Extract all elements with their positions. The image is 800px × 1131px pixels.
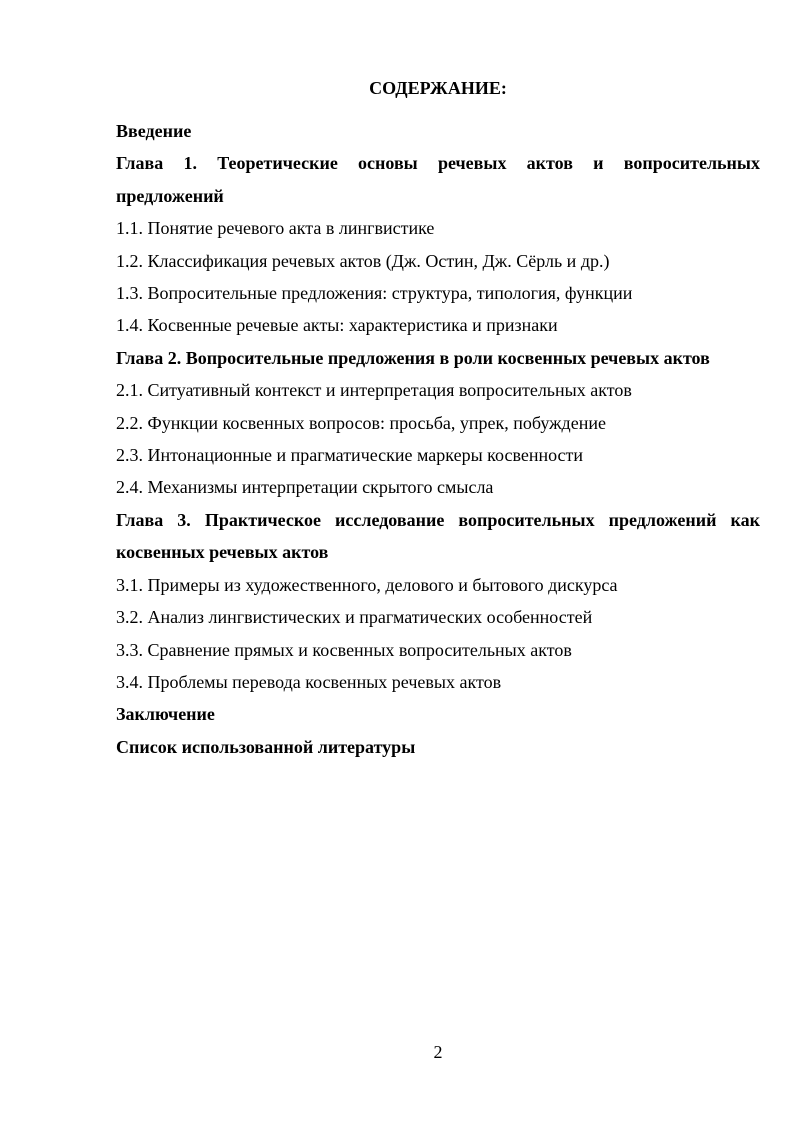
toc-title-container: [116, 76, 760, 100]
table-of-contents: [116, 115, 760, 763]
toc-entry-conclusion: Заключение: [116, 704, 215, 725]
toc-entry-chapter-1: Глава 1. Теоретические основы речевых актов и вопросительных предложений: [116, 153, 760, 206]
toc-entry-section-1-3: 1.3. Вопросительные предложения: структура, типология, функции: [116, 283, 633, 304]
toc-entry-section-1-1: 1.1. Понятие речевого акта в лингвистике: [116, 218, 435, 239]
toc-entry-chapter-2: Глава 2. Вопросительные предложения в роли косвенных речевых актов: [116, 347, 710, 368]
toc-entry-section-2-2: 2.2. Функции косвенных вопросов: просьба, упрек, побуждение: [116, 412, 606, 433]
toc-entry-chapter-3: Глава 3. Практическое исследование вопросительных предложений как косвенных речевых актов: [116, 509, 760, 563]
page-number: 2: [433, 1042, 443, 1062]
toc-entry-section-2-3: 2.3. Интонационные и прагматические маркеры косвенности: [116, 445, 584, 466]
toc-entry-section-1-2: 1.2. Классификация речевых актов (Дж. Остин, Дж. Сёрль и др.): [116, 250, 610, 271]
toc-entry-bibliography: Список использованной литературы: [116, 736, 416, 757]
toc-entry-section-2-1: 2.1. Ситуативный контекст и интерпретация вопросительных актов: [116, 380, 632, 401]
toc-entry-section-3-4: 3.4. Проблемы перевода косвенных речевых актов: [116, 671, 502, 692]
toc-entry-section-1-4: 1.4. Косвенные речевые акты: характеристика и признаки: [116, 315, 558, 336]
toc-entry-section-2-4: 2.4. Механизмы интерпретации скрытого смысла: [116, 477, 494, 498]
toc-entry-section-3-2: 3.2. Анализ лингвистических и прагматических особенностей: [116, 607, 593, 628]
toc-entry-section-3-3: 3.3. Сравнение прямых и косвенных вопросительных актов: [116, 639, 572, 660]
toc-title: СОДЕРЖАНИЕ:: [369, 78, 507, 98]
toc-entry-introduction: Введение: [116, 121, 192, 141]
toc-entry-section-3-1: 3.1. Примеры из художественного, делового и бытового дискурса: [116, 574, 618, 595]
